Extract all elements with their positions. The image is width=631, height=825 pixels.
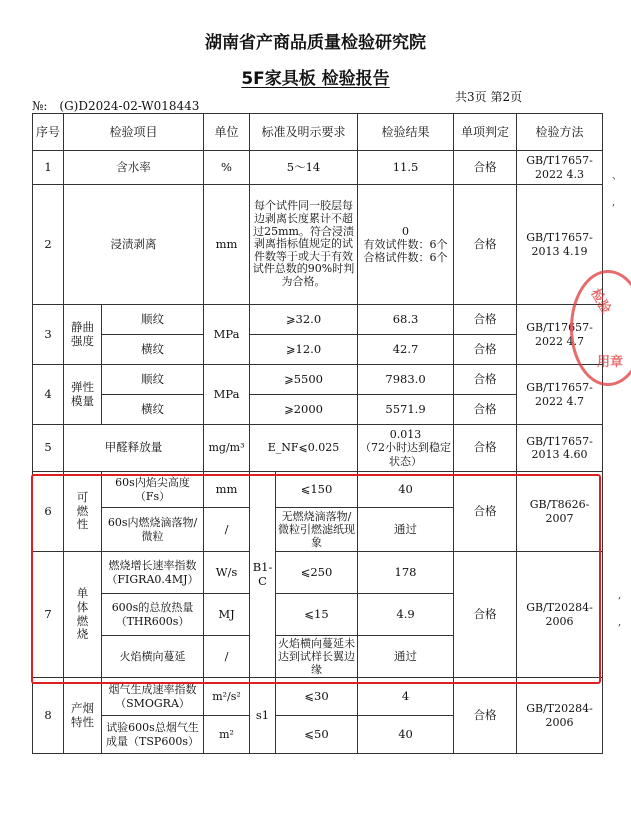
method: GB/T17657-2022 4.7 bbox=[517, 305, 603, 365]
requirement: 火焰横向蔓延未达到试样长翼边缘 bbox=[276, 636, 358, 678]
verdict: 合格 bbox=[454, 151, 517, 185]
result-line: 0 bbox=[402, 224, 410, 238]
unit: / bbox=[204, 508, 250, 552]
sub-item: 试验600s总烟气生成量（TSP600s） bbox=[102, 716, 204, 754]
unit: MPa bbox=[204, 305, 250, 365]
sub-item: 横纹 bbox=[102, 335, 204, 365]
doc-number: №: (G)D2024-02-W018443 bbox=[32, 99, 200, 113]
result: 68.3 bbox=[358, 305, 454, 335]
result: 4 bbox=[358, 678, 454, 716]
sub-item: 烟气生成速率指数（SMOGRA） bbox=[102, 678, 204, 716]
table-row bbox=[33, 305, 603, 335]
result: 40 bbox=[358, 472, 454, 508]
result: 5571.9 bbox=[358, 395, 454, 425]
table-row bbox=[33, 365, 603, 395]
unit: m² bbox=[204, 716, 250, 754]
test-item: 含水率 bbox=[64, 151, 204, 185]
col-header-requirement: 标准及明示要求 bbox=[250, 114, 358, 151]
page-info: 共3页 第2页 bbox=[455, 90, 523, 104]
result-line: 有效试件数：6个 bbox=[363, 237, 448, 251]
sub-item: 燃烧增长速率指数（FIGRA0.4MJ） bbox=[102, 552, 204, 594]
group-label: 静曲强度 bbox=[64, 305, 102, 365]
requirement: 5～14 bbox=[250, 151, 358, 185]
result: 40 bbox=[358, 716, 454, 754]
verdict: 合格 bbox=[454, 335, 517, 365]
unit: / bbox=[204, 636, 250, 678]
result: 42.7 bbox=[358, 335, 454, 365]
requirement: ⩽50 bbox=[276, 716, 358, 754]
requirement: ⩾2000 bbox=[250, 395, 358, 425]
col-header-no: 序号 bbox=[33, 114, 64, 151]
report-title: 5F家具板 检验报告 bbox=[241, 69, 390, 89]
sub-item: 600s的总放热量（THR600s） bbox=[102, 594, 204, 636]
row-no: 3 bbox=[33, 305, 64, 365]
requirement: ⩽30 bbox=[276, 678, 358, 716]
row-no: 2 bbox=[33, 185, 64, 305]
result: 通过 bbox=[358, 508, 454, 552]
fire-class: B1-C bbox=[250, 472, 276, 678]
method: GB/T17657-2022 4.7 bbox=[517, 365, 603, 425]
test-item: 甲醛释放量 bbox=[64, 425, 204, 472]
method: GB/T8626-2007 bbox=[517, 472, 603, 552]
col-header-result: 检验结果 bbox=[358, 114, 454, 151]
table-header-row bbox=[33, 114, 603, 151]
requirement: 无燃烧滴落物/微粒引燃滤纸现象 bbox=[276, 508, 358, 552]
col-header-verdict: 单项判定 bbox=[454, 114, 517, 151]
margin-mark: , bbox=[618, 617, 622, 628]
sub-item: 火焰横向蔓延 bbox=[102, 636, 204, 678]
result-line: 合格试件数：6个 bbox=[363, 251, 448, 265]
highlight-box bbox=[31, 474, 601, 684]
result-line: （72小时达到稳定 bbox=[360, 441, 452, 455]
stamp-text-top: 检验 bbox=[587, 286, 614, 317]
result-line: 状态） bbox=[389, 454, 423, 468]
unit: MJ bbox=[204, 594, 250, 636]
requirement: 每个试件同一胶层每边剥离长度累计不超过25mm。符合浸渍剥离指标值规定的试件数等于或大于有效试件总数的90%时判为合格。 bbox=[250, 185, 358, 305]
requirement: ⩽250 bbox=[276, 552, 358, 594]
sub-item: 60s内焰尖高度（Fs） bbox=[102, 472, 204, 508]
verdict: 合格 bbox=[454, 552, 517, 678]
requirement: ⩽15 bbox=[276, 594, 358, 636]
verdict: 合格 bbox=[454, 365, 517, 395]
result: 7983.0 bbox=[358, 365, 454, 395]
row-no: 8 bbox=[33, 678, 64, 754]
margin-mark: , bbox=[612, 197, 616, 208]
method: GB/T20284-2006 bbox=[517, 552, 603, 678]
sub-item: 60s内燃烧滴落物/微粒 bbox=[102, 508, 204, 552]
row-no: 1 bbox=[33, 151, 64, 185]
result: 178 bbox=[358, 552, 454, 594]
institute-name: 湖南省产商品质量检验研究院 bbox=[205, 33, 426, 53]
smoke-class: s1 bbox=[250, 678, 276, 754]
unit: mm bbox=[204, 472, 250, 508]
result: 11.5 bbox=[358, 151, 454, 185]
unit: m²/s² bbox=[204, 678, 250, 716]
unit: MPa bbox=[204, 365, 250, 425]
unit: % bbox=[204, 151, 250, 185]
verdict: 合格 bbox=[454, 425, 517, 472]
verdict: 合格 bbox=[454, 395, 517, 425]
verdict: 合格 bbox=[454, 472, 517, 552]
result: 4.9 bbox=[358, 594, 454, 636]
group-label: 产烟特性 bbox=[64, 678, 102, 754]
table-row bbox=[33, 425, 603, 472]
row-no: 4 bbox=[33, 365, 64, 425]
method: GB/T17657-2013 4.19 bbox=[517, 185, 603, 305]
verdict: 合格 bbox=[454, 185, 517, 305]
result: 通过 bbox=[358, 636, 454, 678]
requirement: ⩾12.0 bbox=[250, 335, 358, 365]
result-line: 0.013 bbox=[389, 428, 422, 442]
unit: mg/m³ bbox=[204, 425, 250, 472]
verdict: 合格 bbox=[454, 305, 517, 335]
verdict: 合格 bbox=[454, 678, 517, 754]
row-no: 6 bbox=[33, 472, 64, 552]
group-label: 单体燃烧 bbox=[64, 552, 102, 678]
method: GB/T20284-2006 bbox=[517, 678, 603, 754]
method: GB/T17657-2013 4.60 bbox=[517, 425, 603, 472]
row-no: 5 bbox=[33, 425, 64, 472]
margin-mark: 、 bbox=[612, 171, 622, 182]
requirement: ⩾32.0 bbox=[250, 305, 358, 335]
method: GB/T17657-2022 4.3 bbox=[517, 151, 603, 185]
group-label: 弹性模量 bbox=[64, 365, 102, 425]
result bbox=[358, 425, 454, 472]
requirement: ⩽150 bbox=[276, 472, 358, 508]
col-header-item: 检验项目 bbox=[64, 114, 204, 151]
group-label: 可燃性 bbox=[64, 472, 102, 552]
table-row bbox=[33, 151, 603, 185]
unit: mm bbox=[204, 185, 250, 305]
requirement: ⩾5500 bbox=[250, 365, 358, 395]
margin-mark: , bbox=[618, 590, 622, 601]
col-header-method: 检验方法 bbox=[517, 114, 603, 151]
table-row bbox=[33, 185, 603, 305]
col-header-unit: 单位 bbox=[204, 114, 250, 151]
stamp-text-bottom: 用章 bbox=[597, 355, 624, 370]
requirement: E_NF⩽0.025 bbox=[250, 425, 358, 472]
sub-item: 横纹 bbox=[102, 395, 204, 425]
result bbox=[358, 185, 454, 305]
row-no: 7 bbox=[33, 552, 64, 678]
sub-item: 顺纹 bbox=[102, 305, 204, 335]
unit: W/s bbox=[204, 552, 250, 594]
test-item: 浸渍剥离 bbox=[64, 185, 204, 305]
sub-item: 顺纹 bbox=[102, 365, 204, 395]
